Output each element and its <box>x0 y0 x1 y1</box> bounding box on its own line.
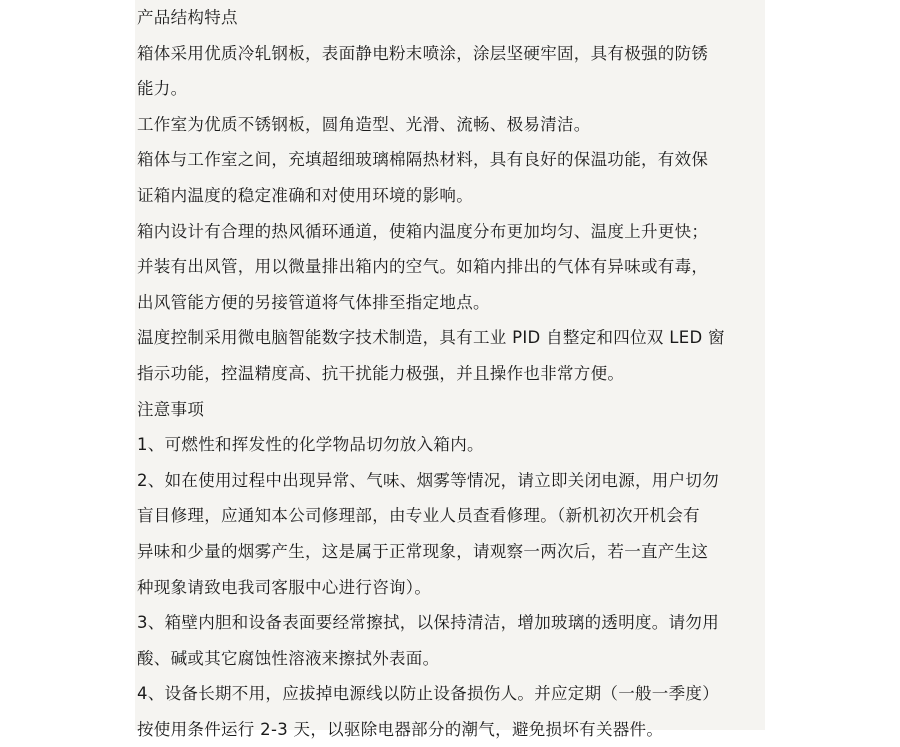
notes-line: 2、如在使用过程中出现异常、气味、烟雾等情况，请立即关闭电源，用户切勿 <box>137 470 719 490</box>
document-content <box>135 0 765 739</box>
features-line: 出风管能方便的另接管道将气体排至指定地点。 <box>137 292 490 312</box>
features-line: 并装有出风管，用以微量排出箱内的空气。如箱内排出的气体有异味或有毒， <box>137 257 709 277</box>
features-line: 指示功能，控温精度高、抗干扰能力极强，并且操作也非常方便。 <box>137 363 625 383</box>
features-line: 证箱内温度的稳定准确和对使用环境的影响。 <box>137 185 473 205</box>
notes-heading: 注意事项 <box>137 399 205 419</box>
features-line: 箱体采用优质冷轧钢板，表面静电粉末喷涂，涂层坚硬牢固，具有极强的防锈 <box>137 43 709 63</box>
notes-line: 异味和少量的烟雾产生，这是属于正常现象，请观察一两次后，若一直产生这 <box>137 541 709 561</box>
features-line: 温度控制采用微电脑智能数字技术制造，具有工业 PID 自整定和四位双 LED 窗 <box>137 328 725 348</box>
features-line: 工作室为优质不锈钢板，圆角造型、光滑、流畅、极易清洁。 <box>137 114 591 134</box>
features-line: 箱内设计有合理的热风循环通道，使箱内温度分布更加均匀、温度上升更快； <box>137 221 709 241</box>
notes-line: 按使用条件运行 2-3 天，以驱除电器部分的潮气，避免损坏有关器件。 <box>137 719 664 739</box>
features-line: 能力。 <box>137 79 188 99</box>
notes-line: 盲目修理，应通知本公司修理部，由专业人员查看修理。（新机初次开机会有 <box>137 506 700 526</box>
notes-line: 3、箱壁内胆和设备表面要经常擦拭，以保持清洁，增加玻璃的透明度。请勿用 <box>137 613 719 633</box>
notes-line: 1、可燃性和挥发性的化学物品切勿放入箱内。 <box>137 435 484 455</box>
notes-line: 4、设备长期不用，应拔掉电源线以防止设备损伤人。并应定期（一般一季度） <box>137 684 719 704</box>
notes-line: 种现象请致电我司客服中心进行咨询）。 <box>137 577 432 597</box>
features-line: 箱体与工作室之间，充填超细玻璃棉隔热材料，具有良好的保温功能，有效保 <box>137 150 709 170</box>
features-heading: 产品结构特点 <box>137 8 238 27</box>
notes-line: 酸、碱或其它腐蚀性溶液来擦拭外表面。 <box>137 648 440 668</box>
